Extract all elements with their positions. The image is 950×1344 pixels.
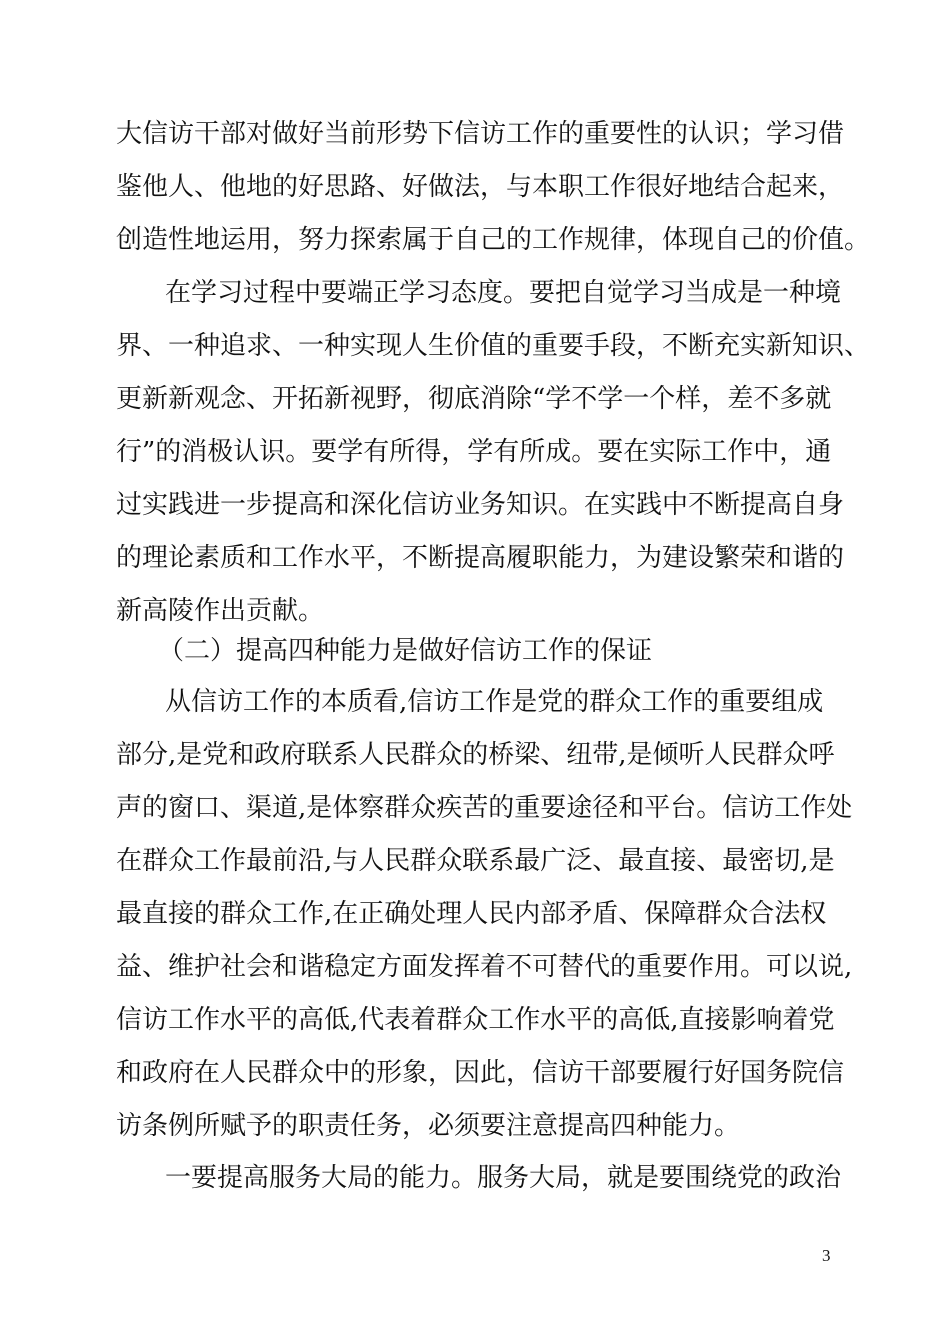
- paragraph-start-line: 从信访工作的本质看,信访工作是党的群众工作的重要组成: [165, 687, 824, 717]
- text-line: 和政府在人民群众中的形象，因此，信访干部要履行好国务院信: [116, 1058, 845, 1088]
- text-line: 过实践进一步提高和深化信访业务知识。在实践中不断提高自身: [116, 490, 845, 520]
- text-line: 新高陵作出贡献。: [116, 596, 325, 626]
- text-line: 创造性地运用，努力探索属于自己的工作规律，体现自己的价值。: [116, 225, 871, 255]
- section-heading: （二）提高四种能力是做好信访工作的保证: [158, 636, 653, 666]
- text-line: 在群众工作最前沿,与人民群众联系最广泛、最直接、最密切,是: [116, 846, 835, 876]
- text-line: 信访工作水平的高低,代表着群众工作水平的高低,直接影响着党: [116, 1005, 835, 1035]
- text-line: 声的窗口、渠道,是体察群众疾苦的重要途径和平台。信访工作处: [116, 793, 853, 823]
- text-line: 大信访干部对做好当前形势下信访工作的重要性的认识；学习借: [116, 119, 845, 149]
- text-line: 更新新观念、开拓新视野，彻底消除“学不学一个样，差不多就: [116, 384, 832, 414]
- text-line: 最直接的群众工作,在正确处理人民内部矛盾、保障群众合法权: [116, 899, 827, 929]
- text-line: 部分,是党和政府联系人民群众的桥梁、纽带,是倾听人民群众呼: [116, 740, 835, 770]
- paragraph-start-line: 在学习过程中要端正学习态度。要把自觉学习当成是一种境: [165, 278, 842, 308]
- text-line: 的理论素质和工作水平，不断提高履职能力，为建设繁荣和谐的: [116, 543, 845, 573]
- text-line: 行”的消极认识。要学有所得，学有所成。要在实际工作中，通: [116, 437, 832, 467]
- text-line: 鉴他人、他地的好思路、好做法，与本职工作很好地结合起来，: [116, 172, 845, 202]
- text-line: 访条例所赋予的职责任务，必须要注意提高四种能力。: [116, 1111, 741, 1141]
- text-line: 益、维护社会和谐稳定方面发挥着不可替代的重要作用。可以说,: [116, 952, 853, 982]
- page-number: 3: [822, 1246, 831, 1265]
- paragraph-start-line: 一要提高服务大局的能力。服务大局，就是要围绕党的政治: [165, 1163, 842, 1193]
- text-line: 界、一种追求、一种实现人生价值的重要手段，不断充实新知识、: [116, 331, 871, 361]
